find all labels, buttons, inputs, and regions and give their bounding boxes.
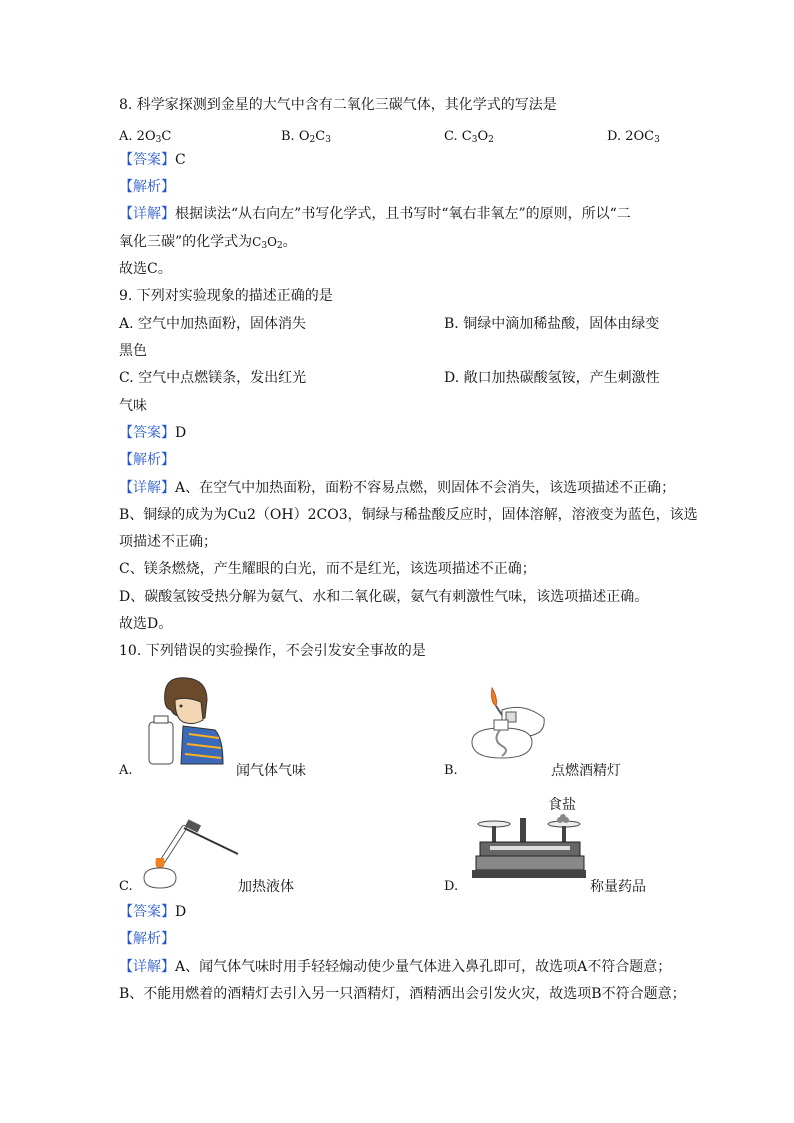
q10-option-a-label[interactable]: A. — [119, 763, 133, 778]
answer-tag: 【答案】 — [119, 152, 175, 168]
q8-detail-1: 【详解】根据读法“从右向左”书写化学式，且书写时“氧右非氧左”的原则，所以“二 — [119, 206, 631, 222]
q10-analysis-tag: 【解析】 — [119, 931, 175, 947]
q9-detail-b-1: B、铜绿的成为为Cu2（OH）2CO3，铜绿与稀盐酸反应时，固体溶解，溶液变为蓝色，该选 — [119, 507, 698, 523]
q8-option-a[interactable]: A. $2O_3C$ — [119, 129, 172, 145]
q9-detail-a: 【详解】A、在空气中加热面粉，面粉不容易点燃，则固体不会消失，该选项描述不正确； — [119, 480, 676, 496]
q10-option-a-caption: 闻气体气味 — [236, 763, 306, 779]
q8-conclusion: 故选C。 — [119, 261, 172, 277]
q10-detail-a: 【详解】A、闻气体气味时用手轻轻煽动使少量气体进入鼻孔即可，故选项A不符合题意； — [119, 959, 672, 975]
q9-detail-d: D、碳酸氢铵受热分解为氨气、水和二氧化碳，氨气有刺激性气味，该选项描述正确。 — [119, 589, 649, 605]
balance-figure — [470, 812, 586, 886]
q9-conclusion: 故选D。 — [119, 616, 173, 632]
answer-value: C — [175, 152, 186, 168]
heating-liquid-figure — [140, 818, 240, 890]
q9-option-d-cont: 气味 — [119, 398, 147, 414]
q10-answer: 【答案】D — [119, 904, 187, 920]
q10-option-c-label[interactable]: C. — [119, 879, 133, 894]
q8-analysis-tag: 【解析】 — [119, 179, 175, 195]
q8-option-b[interactable]: B. $O_2C_3$ — [281, 129, 331, 145]
q10-option-d-caption: 称量药品 — [590, 879, 646, 895]
q9-option-c[interactable]: C. 空气中点燃镁条，发出红光 — [119, 370, 307, 386]
q10-option-c-caption: 加热液体 — [238, 879, 294, 895]
q8-detail-2: 氧化三碳”的化学式为$C_3O_2$。 — [119, 234, 297, 251]
q9-stem: 9. 下列对实验现象的描述正确的是 — [119, 288, 333, 304]
q9-detail-b-2: 项描述不正确； — [119, 534, 217, 550]
q10-option-b-caption: 点燃酒精灯 — [551, 763, 621, 779]
balance-salt-label: 食盐 — [548, 797, 576, 813]
smelling-gas-figure — [145, 672, 225, 768]
q9-option-b[interactable]: B. 铜绿中滴加稀盐酸，固体由绿变 — [444, 316, 660, 332]
q9-option-b-cont: 黑色 — [119, 343, 147, 359]
q8-answer — [119, 151, 186, 169]
q10-option-d-label[interactable]: D. — [444, 879, 459, 894]
q9-option-a[interactable]: A. 空气中加热面粉，固体消失 — [119, 316, 307, 332]
q9-analysis-tag: 【解析】 — [119, 452, 175, 468]
q9-option-d[interactable]: D. 敞口加热碳酸氢铵，产生刺激性 — [444, 370, 660, 386]
q10-option-b-label[interactable]: B. — [444, 763, 458, 778]
q8-option-c[interactable]: C. $C_3O_2$ — [444, 129, 494, 145]
q10-stem: 10. 下列错误的实验操作，不会引发安全事故的是 — [119, 643, 426, 659]
q10-detail-b: B、不能用燃着的酒精灯去引入另一只酒精灯，酒精洒出会引发火灾，故选项B不符合题意； — [119, 986, 686, 1002]
q9-answer: 【答案】D — [119, 425, 187, 441]
q9-detail-c: C、镁条燃烧，产生耀眼的白光，而不是红光，该选项描述不正确； — [119, 561, 536, 577]
detail-tag: 【详解】 — [119, 206, 175, 222]
q8-option-d[interactable]: D. $2OC_3$ — [607, 129, 660, 145]
q8-stem: 8. 科学家探测到金星的大气中含有二氧化三碳气体，其化学式的写法是 — [119, 97, 557, 113]
alcohol-lamp-figure — [462, 684, 550, 768]
